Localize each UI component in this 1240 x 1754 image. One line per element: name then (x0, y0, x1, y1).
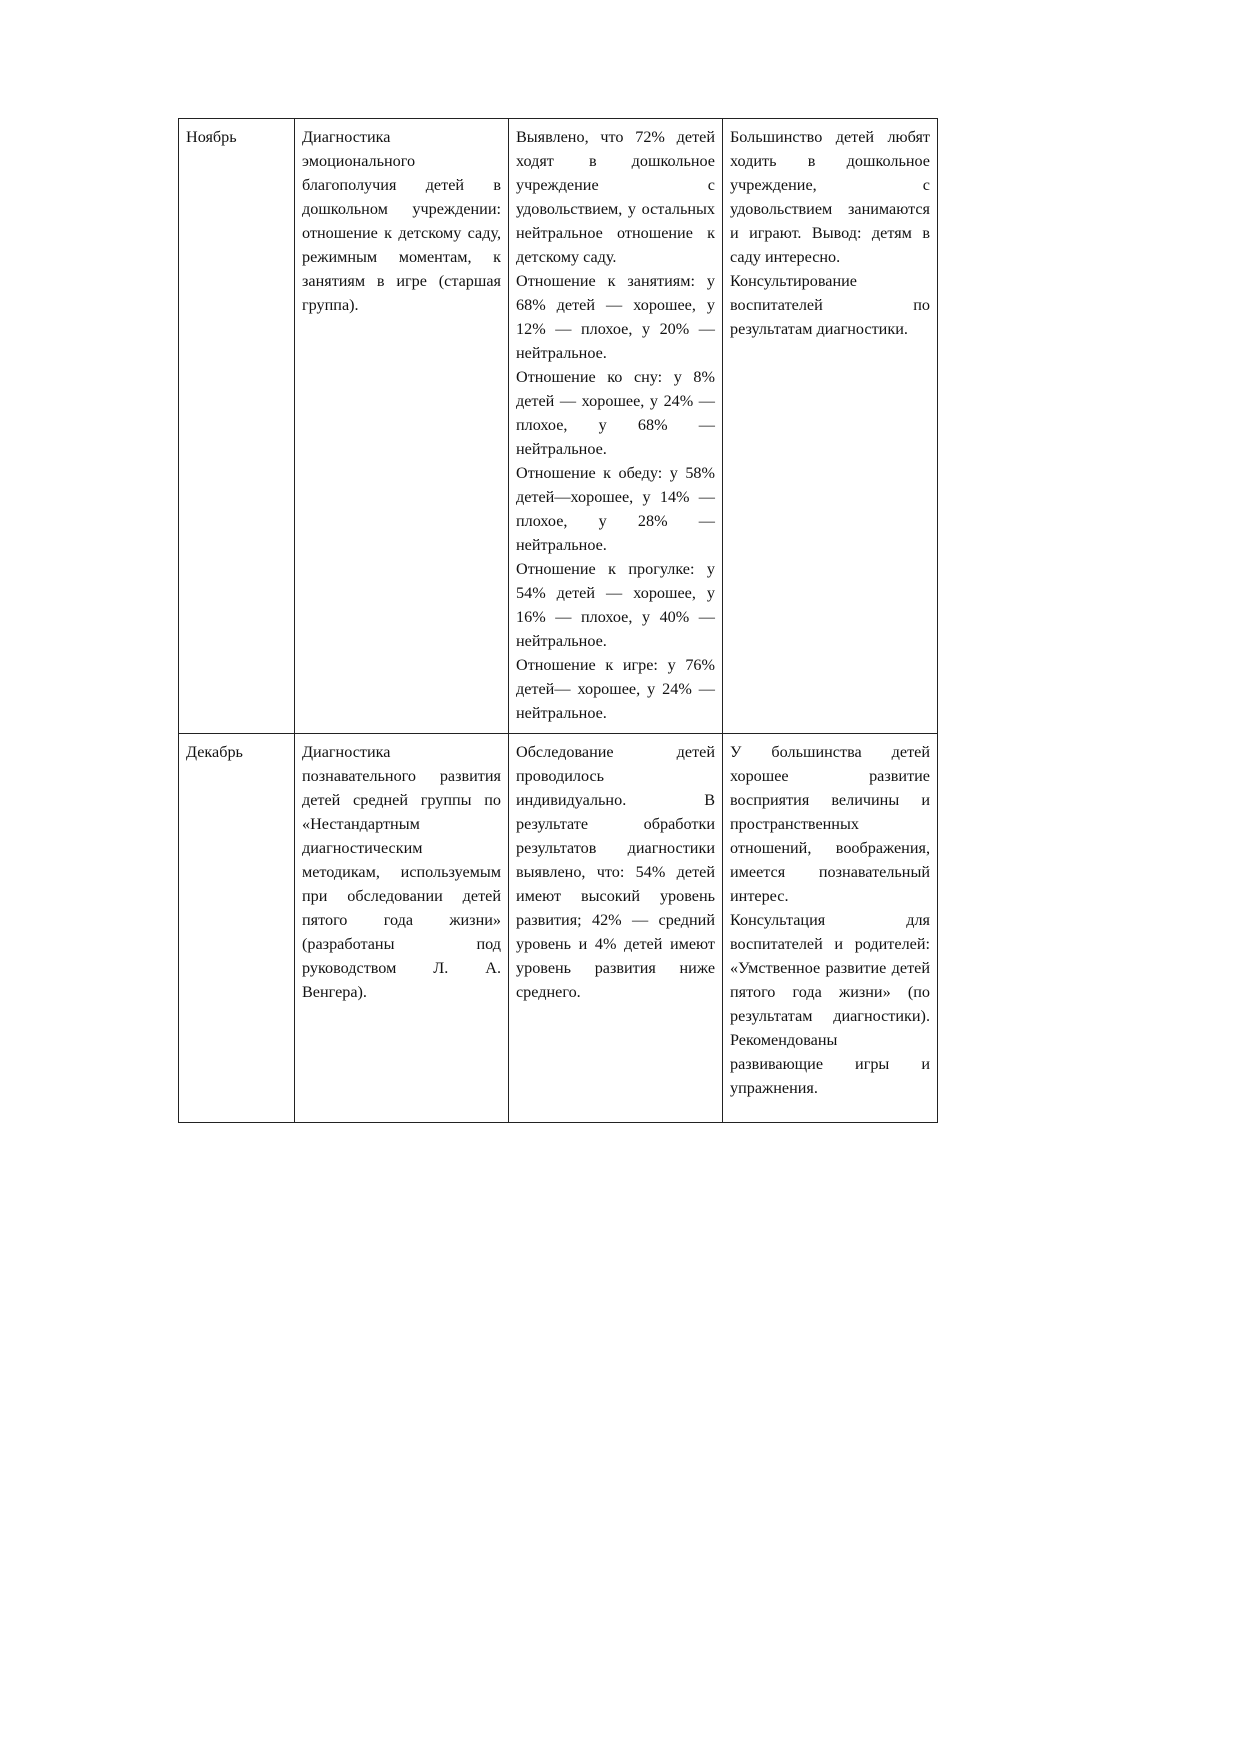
result-paragraph: Отношение к обеду: у 58% детей—хорошее, у 14% — плохое, у 28% — нейтральное. (516, 464, 715, 554)
conclusion-paragraph: Консультация для воспитателей и родителей: «Умственное развитие детей пятого года жизни» (по результатам диагностики). Рекомендованы развивающие игры и упражнения. (730, 911, 930, 1097)
conclusion-paragraph: Консультирование воспитателей по результатам диагностики. (730, 272, 930, 338)
conclusions-cell (723, 119, 938, 734)
result-paragraph: Отношение к игре: у 76% детей— хорошее, у 24% — нейтральное. (516, 656, 715, 722)
diagnostics-table (178, 118, 938, 1123)
results-cell (509, 119, 723, 734)
task-cell: Диагностика познавательного развития детей средней группы по «Нестандартным диагностическим методикам, используемым при обследовании детей пятого года жизни» (разработаны под руководством Л. А. Венгера). (295, 734, 509, 1123)
result-paragraph: Выявлено, что 72% детей ходят в дошкольное учреждение с удовольствием, у остальных нейтральное отношение к детскому саду. (516, 128, 715, 266)
month-cell: Декабрь (179, 734, 295, 1123)
result-paragraph: Обследование детей проводилось индивидуально. В результате обработки результатов диагностики выявлено, что: 54% детей имеют высокий уровень развития; 42% — средний уровень и 4% детей имеют уровень развития ниже среднего. (516, 743, 715, 1001)
table-row-november (179, 119, 938, 734)
results-cell (509, 734, 723, 1123)
conclusion-paragraph: У большинства детей хорошее развитие восприятия величины и пространственных отношений, воображения, имеется познавательный интерес. (730, 743, 930, 905)
conclusions-cell (723, 734, 938, 1123)
result-paragraph: Отношение ко сну: у 8% детей — хорошее, у 24% — плохое, у 68% — нейтральное. (516, 368, 715, 458)
month-cell: Ноябрь (179, 119, 295, 734)
conclusion-paragraph: Большинство детей любят ходить в дошкольное учреждение, с удовольствием занимаются и играют. Вывод: детям в саду интересно. (730, 128, 930, 266)
result-paragraph: Отношение к занятиям: у 68% детей — хорошее, у 12% — плохое, у 20% — нейтральное. (516, 272, 715, 362)
result-paragraph: Отношение к прогулке: у 54% детей — хорошее, у 16% — плохое, у 40% — нейтральное. (516, 560, 715, 650)
task-cell: Диагностика эмоционального благополучия детей в дошкольном учреждении: отношение к детскому саду, режимным моментам, к занятиям в игре (старшая группа). (295, 119, 509, 734)
table-row-december (179, 734, 938, 1123)
